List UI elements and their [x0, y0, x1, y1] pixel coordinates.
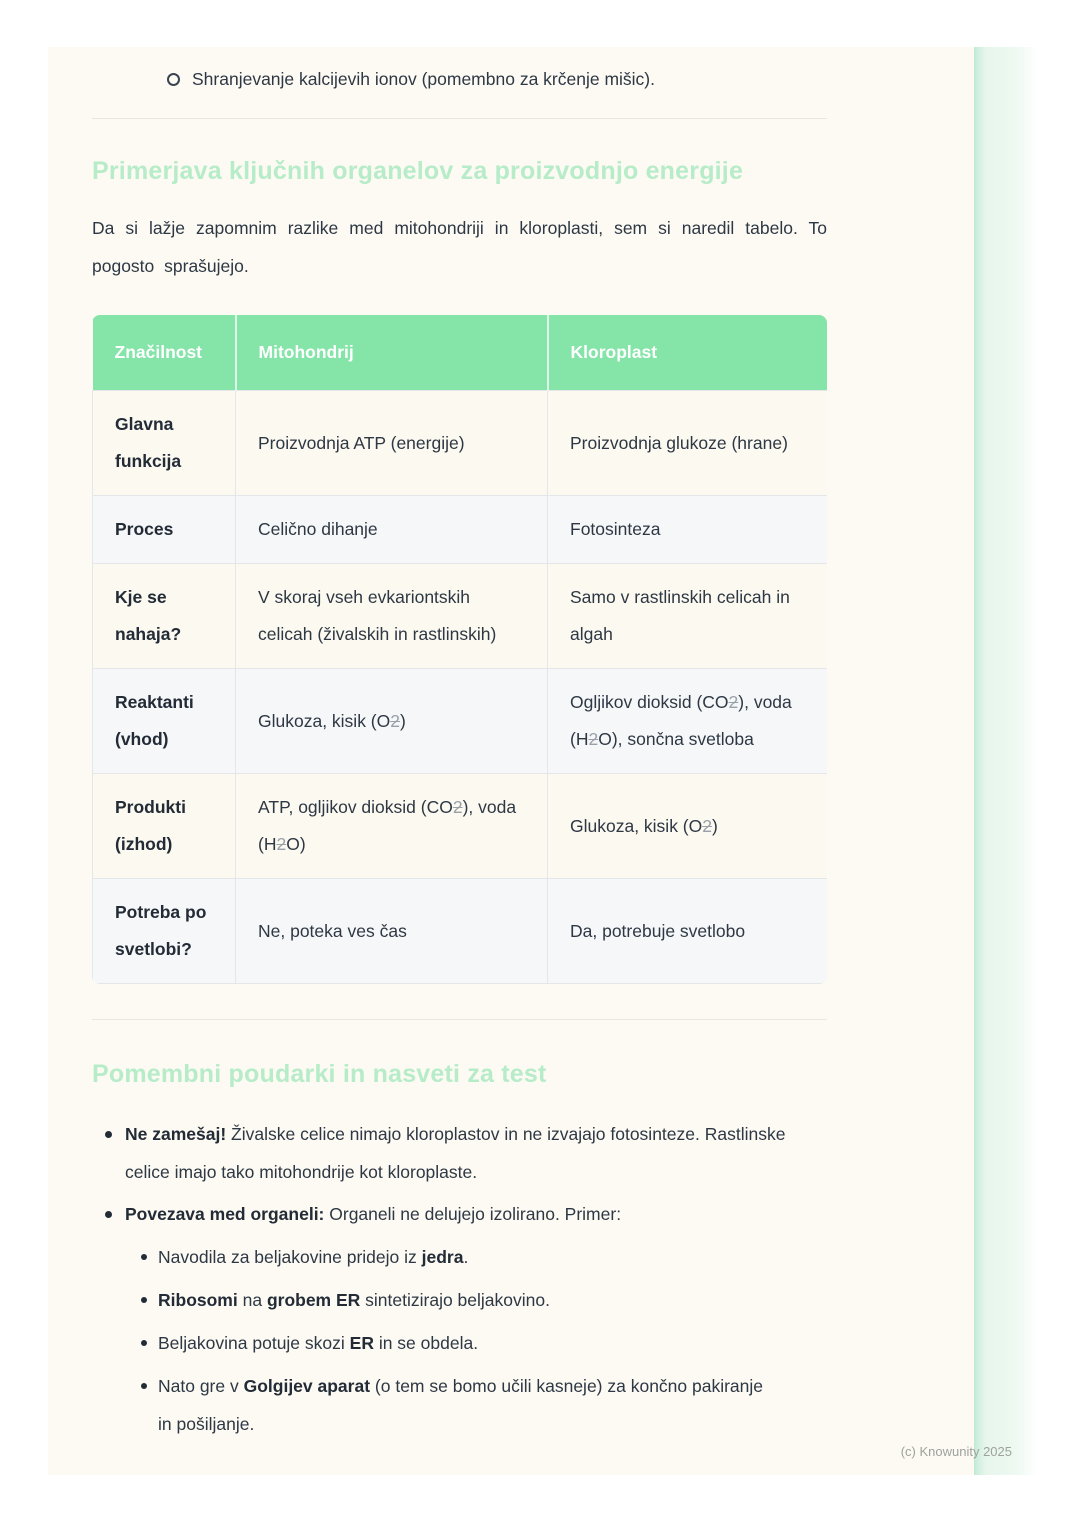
struck-subscript: 2 — [276, 834, 287, 854]
sub-tip-item: Nato gre v Golgijev aparat (o tem se bomo učili kasneje) za končno pakiranje in pošiljanje. — [92, 1367, 827, 1443]
page-content — [48, 47, 827, 1443]
table-cell: Proizvodnja glukoze (hrane) — [548, 391, 828, 496]
struck-subscript: 2 — [588, 729, 599, 749]
table-row — [93, 391, 828, 496]
section-divider — [92, 1019, 827, 1020]
comparison-table — [92, 315, 827, 984]
copyright-text: (c) Knowunity 2025 — [900, 1444, 1012, 1459]
row-label: Reaktanti (vhod) — [93, 669, 236, 774]
top-note-text: Shranjevanje kalcijevih ionov (pomembno za krčenje mišic). — [192, 69, 655, 89]
table-cell: Proizvodnja ATP (energije) — [236, 391, 548, 496]
bullet-dot-icon — [105, 1211, 112, 1218]
table-cell: Da, potrebuje svetlobo — [548, 879, 828, 984]
struck-subscript: 2 — [728, 692, 739, 712]
row-label: Proces — [93, 496, 236, 564]
bullet-dot-icon — [141, 1383, 147, 1389]
accent-strip — [974, 47, 1038, 1475]
row-label: Kje se nahaja? — [93, 564, 236, 669]
comparison-table-wrap — [92, 315, 827, 984]
tips-list — [92, 1115, 827, 1443]
row-label: Potreba po svetlobi? — [93, 879, 236, 984]
table-row — [93, 496, 828, 564]
comparison-section-title: Primerjava ključnih organelov za proizvodnjo energije — [92, 157, 744, 185]
row-label: Glavna funkcija — [93, 391, 236, 496]
table-cell: Fotosinteza — [548, 496, 828, 564]
table-row — [93, 774, 828, 879]
tip-item: Ne zamešaj! Živalske celice nimajo kloroplastov in ne izvajajo fotosinteze. Rastlinske celice imajo tako mitohondrije kot kloroplaste. — [92, 1115, 827, 1191]
struck-subscript: 2 — [452, 797, 463, 817]
table-cell: V skoraj vseh evkariontskih celicah (živalskih in rastlinskih) — [236, 564, 548, 669]
bullet-dot-icon — [141, 1340, 147, 1346]
table-cell: Celično dihanje — [236, 496, 548, 564]
comparison-intro: Da si lažje zapomnim razlike med mitohondriji in kloroplasti, sem si naredil tabelo. To pogosto sprašujejo. — [92, 218, 827, 276]
table-row — [93, 564, 828, 669]
sub-tip-item: Navodila za beljakovine pridejo iz jedra. — [92, 1238, 827, 1276]
hollow-bullet-icon — [167, 73, 180, 86]
table-header-row — [93, 315, 828, 391]
section-divider — [92, 118, 827, 119]
bullet-dot-icon — [141, 1254, 147, 1260]
bullet-dot-icon — [105, 1131, 112, 1138]
column-header-mitohondrij: Mitohondrij — [236, 315, 548, 391]
table-cell: Glukoza, kisik (O2) — [548, 774, 828, 879]
page-card — [48, 47, 1038, 1475]
sub-tips-list — [92, 1238, 827, 1443]
top-note — [92, 60, 827, 98]
tip-item: Povezava med organeli: Organeli ne delujejo izolirano. Primer: — [92, 1195, 827, 1233]
table-cell: Glukoza, kisik (O2) — [236, 669, 548, 774]
bullet-dot-icon — [141, 1297, 147, 1303]
table-row — [93, 879, 828, 984]
sub-tip-item: Beljakovina potuje skozi ER in se obdela. — [92, 1324, 827, 1362]
sub-tip-item: Ribosomi na grobem ER sintetizirajo beljakovino. — [92, 1281, 827, 1319]
row-label: Produkti (izhod) — [93, 774, 236, 879]
table-row — [93, 669, 828, 774]
tips-section-title: Pomembni poudarki in nasveti za test — [92, 1060, 547, 1088]
table-cell: Samo v rastlinskih celicah in algah — [548, 564, 828, 669]
struck-subscript: 2 — [390, 710, 400, 731]
column-header-kloroplast: Kloroplast — [548, 315, 828, 391]
table-cell: Ogljikov dioksid (CO2), voda (H2O), sončna svetloba — [548, 669, 828, 774]
column-header-znacilnost: Značilnost — [93, 315, 236, 391]
table-cell: Ne, poteka ves čas — [236, 879, 548, 984]
struck-subscript: 2 — [702, 815, 712, 836]
table-cell: ATP, ogljikov dioksid (CO2), voda (H2O) — [236, 774, 548, 879]
